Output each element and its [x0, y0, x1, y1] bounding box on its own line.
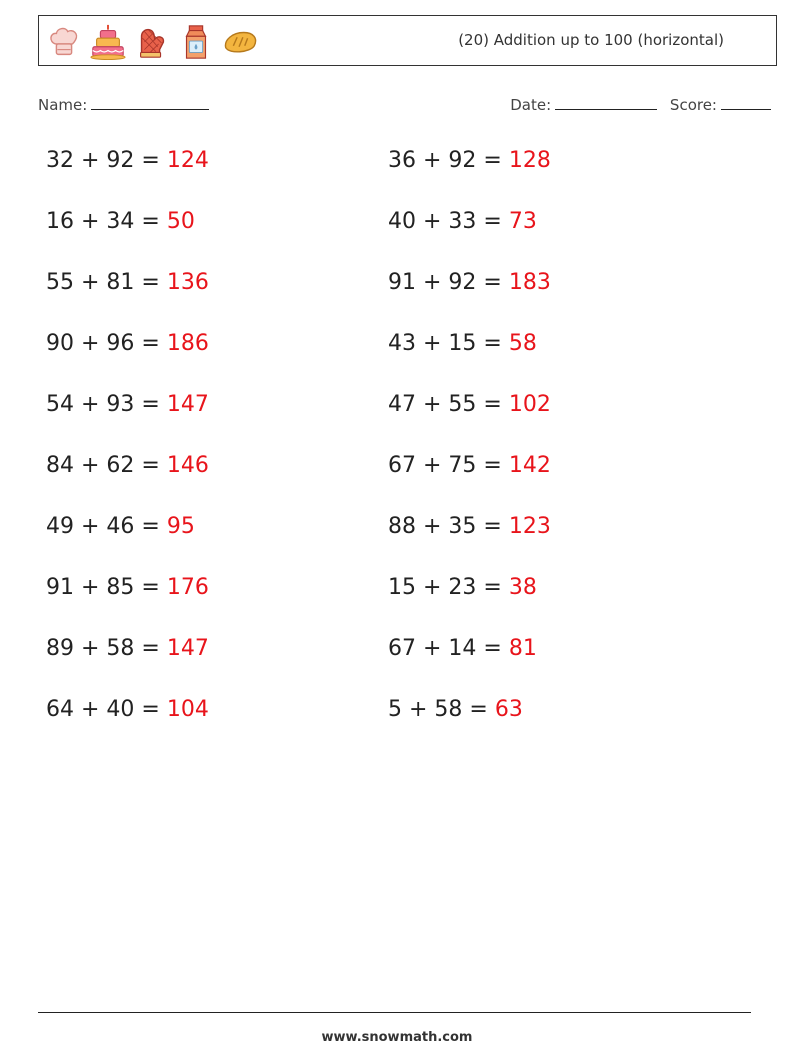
- name-field: [38, 93, 209, 114]
- problem-expression: 55 + 81 =: [46, 270, 167, 295]
- operand-b: 58: [106, 636, 135, 661]
- answer: 63: [494, 697, 523, 722]
- problem-expression: 43 + 15 =: [388, 331, 509, 356]
- problem-expression: 91 + 92 =: [388, 270, 509, 295]
- operand-a: 84: [46, 453, 74, 478]
- operand-b: 46: [106, 514, 135, 539]
- operand-a: 67: [388, 453, 416, 478]
- operand-a: 47: [388, 392, 416, 417]
- problem-expression: 49 + 46 =: [46, 514, 167, 539]
- answer: 176: [166, 575, 209, 600]
- addition-problem: [388, 206, 537, 238]
- addition-problem: [46, 694, 209, 726]
- answer: 73: [508, 209, 537, 234]
- score-line: [721, 93, 771, 110]
- problem-expression: 5 + 58 =: [388, 697, 495, 722]
- operand-b: 81: [106, 270, 135, 295]
- date-line: [555, 93, 657, 110]
- problem-expression: 15 + 23 =: [388, 575, 509, 600]
- problem-expression: 47 + 55 =: [388, 392, 509, 417]
- operand-b: 33: [448, 209, 477, 234]
- operand-b: 40: [106, 697, 135, 722]
- worksheet-header: [38, 15, 777, 66]
- addition-problem: [46, 328, 209, 360]
- operand-a: 91: [46, 575, 74, 600]
- operand-b: 55: [448, 392, 477, 417]
- answer: 123: [508, 514, 551, 539]
- oven-mitt-icon: [133, 23, 171, 61]
- operand-a: 32: [46, 148, 74, 173]
- addition-problem: [46, 145, 209, 177]
- operand-b: 14: [448, 636, 477, 661]
- answer: 186: [166, 331, 209, 356]
- problem-expression: 67 + 14 =: [388, 636, 509, 661]
- answer: 147: [166, 636, 209, 661]
- bread-loaf-icon: [221, 23, 259, 61]
- problem-expression: 89 + 58 =: [46, 636, 167, 661]
- addition-problem: [46, 511, 195, 543]
- operand-a: 36: [388, 148, 416, 173]
- problem-expression: 54 + 93 =: [46, 392, 167, 417]
- operand-b: 34: [106, 209, 135, 234]
- operand-a: 91: [388, 270, 416, 295]
- addition-problem: [46, 633, 209, 665]
- problem-expression: 88 + 35 =: [388, 514, 509, 539]
- answer: 146: [166, 453, 209, 478]
- answer: 58: [508, 331, 537, 356]
- answer: 81: [508, 636, 537, 661]
- operand-a: 15: [388, 575, 416, 600]
- problem-expression: 36 + 92 =: [388, 148, 509, 173]
- answer: 50: [166, 209, 195, 234]
- operand-a: 90: [46, 331, 74, 356]
- operand-a: 55: [46, 270, 74, 295]
- footer-divider: [38, 1012, 751, 1013]
- answer: 102: [508, 392, 551, 417]
- addition-problem: [46, 572, 209, 604]
- operand-b: 75: [448, 453, 477, 478]
- addition-problem: [388, 572, 537, 604]
- addition-problem: [388, 511, 551, 543]
- operand-a: 43: [388, 331, 416, 356]
- operand-b: 62: [106, 453, 135, 478]
- operand-a: 5: [388, 697, 402, 722]
- addition-problem: [388, 694, 523, 726]
- problem-expression: 84 + 62 =: [46, 453, 167, 478]
- problem-expression: 32 + 92 =: [46, 148, 167, 173]
- addition-problem: [388, 450, 551, 482]
- date-label: Date:: [510, 96, 552, 114]
- addition-problem: [388, 389, 551, 421]
- addition-problem: [46, 450, 209, 482]
- operand-a: 54: [46, 392, 74, 417]
- operand-b: 58: [434, 697, 463, 722]
- answer: 183: [508, 270, 551, 295]
- operand-a: 88: [388, 514, 416, 539]
- answer: 38: [508, 575, 537, 600]
- answer: 128: [508, 148, 551, 173]
- date-score-fields: [510, 93, 771, 114]
- operand-a: 16: [46, 209, 74, 234]
- answer: 124: [166, 148, 209, 173]
- problem-expression: 64 + 40 =: [46, 697, 167, 722]
- operand-b: 35: [448, 514, 477, 539]
- addition-problem: [46, 267, 209, 299]
- problem-expression: 40 + 33 =: [388, 209, 509, 234]
- addition-problem: [388, 267, 551, 299]
- problem-expression: 67 + 75 =: [388, 453, 509, 478]
- operand-b: 92: [448, 148, 477, 173]
- answer: 136: [166, 270, 209, 295]
- answer: 147: [166, 392, 209, 417]
- problem-expression: 91 + 85 =: [46, 575, 167, 600]
- operand-a: 89: [46, 636, 74, 661]
- operand-b: 93: [106, 392, 135, 417]
- answer: 95: [166, 514, 195, 539]
- operand-a: 49: [46, 514, 74, 539]
- operand-a: 40: [388, 209, 416, 234]
- score-label: Score:: [669, 96, 717, 114]
- addition-problem: [388, 145, 551, 177]
- addition-problem: [46, 389, 209, 421]
- answer: 142: [508, 453, 551, 478]
- operand-a: 67: [388, 636, 416, 661]
- operand-b: 23: [448, 575, 477, 600]
- addition-problem: [46, 206, 195, 238]
- operand-b: 15: [448, 331, 477, 356]
- operand-b: 96: [106, 331, 135, 356]
- milk-carton-icon: [177, 23, 215, 61]
- worksheet-title: (20) Addition up to 100 (horizontal): [458, 31, 724, 49]
- problem-expression: 16 + 34 =: [46, 209, 167, 234]
- operand-b: 85: [106, 575, 135, 600]
- operand-b: 92: [106, 148, 135, 173]
- problem-expression: 90 + 96 =: [46, 331, 167, 356]
- header-icons: [45, 22, 259, 62]
- name-line: [91, 93, 209, 110]
- operand-b: 92: [448, 270, 477, 295]
- addition-problem: [388, 633, 537, 665]
- answer: 104: [166, 697, 209, 722]
- addition-problem: [388, 328, 537, 360]
- footer-website: www.snowmath.com: [321, 1030, 473, 1045]
- chef-hat-icon: [45, 23, 83, 61]
- layered-cake-icon: [89, 23, 127, 61]
- student-info-row: [38, 93, 771, 115]
- name-label: Name:: [38, 96, 88, 114]
- operand-a: 64: [46, 697, 74, 722]
